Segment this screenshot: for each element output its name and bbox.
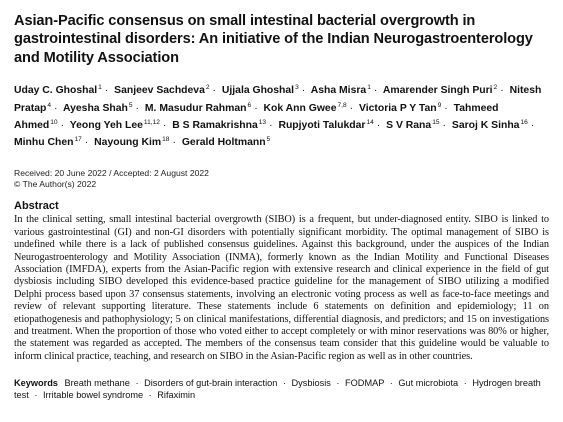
author-affiliation-marker: 13 [258,118,267,126]
author-affiliation-marker: 1 [367,84,371,92]
author-affiliation-marker: 18 [162,136,170,144]
keyword: Irritable bowel syndrome [43,390,144,401]
author-name-text: Nitesh Pratap [14,85,542,114]
author-affiliation-marker: 14 [366,118,374,126]
author-name[interactable] [359,103,441,114]
author-name-text: Gerald Holtmann [181,137,266,149]
author-name[interactable] [14,85,102,96]
author-name[interactable] [94,137,169,148]
author-name[interactable] [145,103,251,114]
author-name[interactable] [278,120,373,131]
author-separator: · [54,102,58,114]
keyword: Disorders of gut-brain interaction [144,378,278,389]
author-name-text: Tahmeed Ahmed [14,102,499,131]
author-affiliation-marker: 6 [247,101,252,109]
abstract-heading: Abstract [14,200,59,213]
author-name-text: Kok Ann Gwee [263,102,337,114]
author-affiliation-marker: 11,12 [143,118,160,126]
author-name[interactable] [386,120,439,131]
author-separator: · [444,102,448,114]
author-separator: · [269,119,273,131]
author-separator: · [301,85,306,97]
author-name-text: S V Rana [386,119,432,131]
author-separator: · [104,85,109,97]
author-affiliation-marker: 3 [295,84,299,92]
keyword-separator: · [148,390,152,401]
author-name-text: Asha Misra [310,85,367,97]
copyright-notice: © The Author(s) 2022 [14,179,97,190]
author-separator: · [172,137,176,149]
author-name-text: Saroj K Sinha [451,119,520,131]
keyword-separator: · [463,378,467,389]
author-name-text: Nayoung Kim [94,137,162,149]
author-name[interactable] [222,85,299,96]
author-affiliation-marker: 7,8 [337,101,347,109]
author-separator: · [254,102,258,114]
author-affiliation-marker: 2 [493,84,498,92]
keyword-separator: · [135,378,139,389]
author-name[interactable] [14,137,82,148]
author-separator: · [162,119,167,131]
article-title: Asian-Pacific consensus on small intestinal bacterial overgrowth in gastrointestinal disorders: An initiative of the Indian Neurogastroenterology and Motility Association [14,13,533,66]
keyword: Rifaximin [157,390,196,401]
author-affiliation-marker: 16 [520,118,528,126]
author-affiliation-marker: 15 [432,118,440,126]
author-name[interactable] [264,103,347,114]
author-separator: · [373,85,378,97]
keywords-line [14,377,549,401]
author-name-text: Yeong Yeh Lee [69,119,143,131]
author-separator: · [60,119,65,131]
author-affiliation-marker: 5 [266,136,271,144]
author-affiliation-marker: 17 [74,136,82,144]
author-name-text: Ujjala Ghoshal [221,85,295,97]
keyword: FODMAP [345,378,385,389]
abstract-text: In the clinical setting, small intestinal bacterial overgrowth (SIBO) is a frequent, but under-diagnosed entity. SIBO is linked to various gastrointestinal (GI) and non-GI disorders with potentially significant morbidity. The optimal management of SIBO is undefined while there is a lack of published consensus guidelines. Against this background, under the auspices of the Indian Neurogastroenterology and Motility Association (INMA), formerly known as the Indian Motility and Functional Diseases Association (IMFDA), experts from the Asian-Pacific region with extensive research and clinical experience in the field of gut dysbiosis including SIBO developed this evidence-based practice guideline for the management of SIBO utilizing a modified Delphi process based upon 37 consensus statements, involving an electronic voting process as well as face-to-face meetings and review of relevant supporting literature. These statements include 6 statements on definition and epidemiology; 11 on etiopathogenesis and pathophysiology; 5 on clinical manifestations, differential diagnosis, and predictors; and 15 on investigations and treatment. When the proportion of those who voted either to accept completely or with minor reservations was 80% or higher, the statement was regarded as accepted. The members of the consensus team consider that this guideline would be valuable to inform clinical practice, teaching, and research on SIBO in the Asian-Pacific region as well as in other countries. [14,214,549,362]
keyword-separator: · [34,390,38,401]
author-name[interactable] [63,103,133,114]
author-name[interactable] [70,120,160,131]
keyword-separator: · [336,378,340,389]
author-name-text: Amarender Singh Puri [382,85,493,97]
author-separator: · [212,85,216,97]
author-name[interactable] [383,85,497,96]
keyword-separator: · [389,378,393,389]
keyword-separator: · [282,378,286,389]
author-separator: · [500,85,504,97]
author-affiliation-marker: 1 [98,84,102,92]
author-affiliation-marker: 5 [128,101,133,109]
author-name[interactable] [182,137,270,148]
author-separator: · [442,119,446,131]
author-name-text: Minhu Chen [14,137,74,149]
received-accepted-dates: Received: 20 June 2022 / Accepted: 2 August 2022 [14,168,209,179]
keyword: Breath methane [64,378,130,389]
author-name-text: Sanjeev Sachdeva [114,85,205,97]
author-name[interactable] [172,120,266,131]
author-separator: · [530,119,535,131]
author-name[interactable] [114,85,209,96]
author-name-text: M. Masudur Rahman [144,102,247,114]
author-name-text: Rupjyoti Talukdar [278,119,366,131]
keyword: Dysbiosis [291,378,331,389]
author-affiliation-marker: 2 [205,84,210,92]
author-separator: · [135,102,140,114]
keyword: Hydrogen breath test [14,378,541,401]
keyword: Gut microbiota [398,378,459,389]
author-name-text: B S Ramakrishna [172,119,258,131]
author-name-text: Ayesha Shah [63,102,128,114]
article-dates [14,168,549,190]
author-list [14,81,549,150]
author-separator: · [84,137,89,149]
author-name[interactable] [311,85,371,96]
author-affiliation-marker: 4 [47,101,52,109]
author-separator: · [349,102,354,114]
author-affiliation-marker: 10 [50,118,58,126]
author-affiliation-marker: 9 [437,101,442,109]
keywords-label: Keywords [14,378,58,389]
author-name[interactable] [452,120,528,131]
author-separator: · [376,119,381,131]
author-name-text: Uday C. Ghoshal [14,85,98,97]
author-name-text: Victoria P Y Tan [359,102,437,114]
